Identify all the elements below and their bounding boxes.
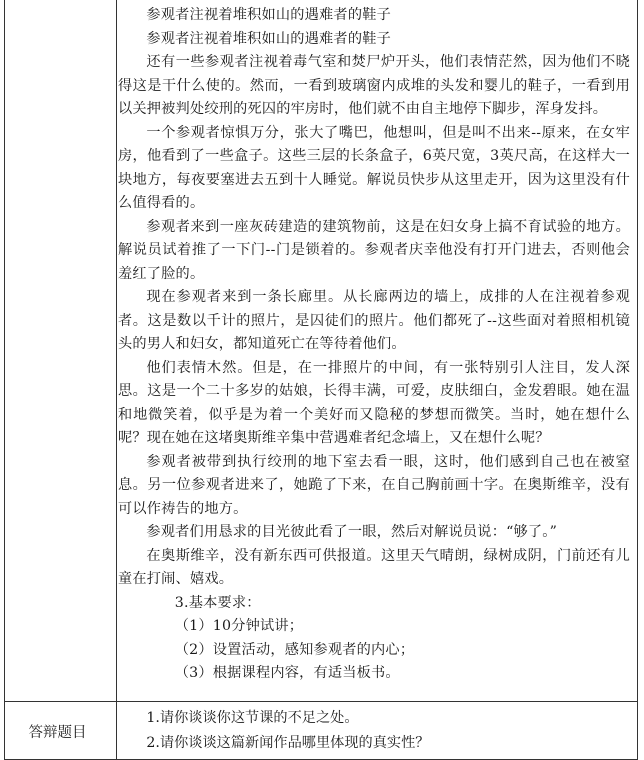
- defense-question: 2.请你谈谈这篇新闻作品哪里体现的真实性？: [146, 735, 430, 751]
- column-divider: [116, 0, 117, 759]
- passage-paragraph: 参观者被带到执行绞刑的地下室去看一眼，这时，他们感到自己也在被窒息。另一位参观者进来了，她跪了下来，在自己胸前画十字。在奥斯维辛，没有可以作祷告的地方。: [118, 453, 630, 517]
- defense-label: 答辩题目: [28, 725, 87, 741]
- passage-paragraph: 参观者来到一座灰砖建造的建筑物前，这是在妇女身上搞不育试验的地方。解说员试着推了一下门--门是锁着的。参观者庆幸他没有打开门进去，否则他会羞红了脸的。: [118, 218, 630, 282]
- passage-paragraph: 在奥斯维辛，没有新东西可供报道。这里天气晴朗，绿树成阴，门前还有儿童在打闹、嬉戏。: [118, 547, 630, 587]
- passage-content: [118, 4, 630, 686]
- requirement-item: （3）根据课程内容，有适当板书。: [174, 665, 400, 681]
- passage-paragraph: 他们表情木然。但是，在一排照片的中间，有一张特别引人注目，发人深思。这是一个二十多岁的姑娘，长得丰满，可爱，皮肤细白，金发碧眼。她在温和地微笑着，似乎是为着一个美好而又隐秘的梦想而微笑。当时，她在想什么呢？现在她在这堵奥斯维辛集中营遇难者纪念墙上，又在想什么呢？: [118, 359, 630, 446]
- defense-questions: [118, 706, 630, 756]
- passage-paragraph: 现在参观者来到一条长廊里。从长廊两边的墙上，成排的人在注视着参观者。这是数以千计的照片，是囚徒们的照片。他们都死了--这些面对着照相机镜头的男人和妇女，都知道死亡在等待着他们。: [118, 289, 630, 352]
- passage-paragraph: 一个参观者惊惧万分，张大了嘴巴，他想叫，但是叫不出来--原来，在女牢房，他看到了一些盒子。这些三层的长条盒子，6英尺宽，3英尺高，在这样大一块地方，每夜要塞进去五到十人睡觉。解说员快步从这里走开，因为这里没有什么值得看的。: [118, 124, 630, 211]
- requirements-heading: 3.基本要求：: [174, 594, 261, 611]
- passage-paragraph: 参观者们用恳求的目光彼此看了一眼，然后对解说员说：“够了。”: [146, 524, 558, 540]
- requirement-item: （1）10分钟试讲；: [174, 618, 304, 634]
- defense-question: 1.请你谈谈你这节课的不足之处。: [146, 710, 359, 726]
- requirement-item: （2）设置活动，感知参观者的内心；: [174, 641, 415, 658]
- passage-title-line: 参观者注视着堆积如山的遇难者的鞋子: [146, 7, 391, 23]
- row-divider: [5, 701, 637, 702]
- passage-title-line: 参观者注视着堆积如山的遇难者的鞋子: [146, 30, 391, 47]
- passage-paragraph: 还有一些参观者注视着毒气室和焚尸炉开头，他们表情茫然，因为他们不晓得这是干什么使的。然而，一看到玻璃窗内成堆的头发和婴儿的鞋子，一看到用以关押被判处绞刑的死囚的牢房时，他们就不由自主地停下脚步，浑身发抖。: [118, 54, 630, 117]
